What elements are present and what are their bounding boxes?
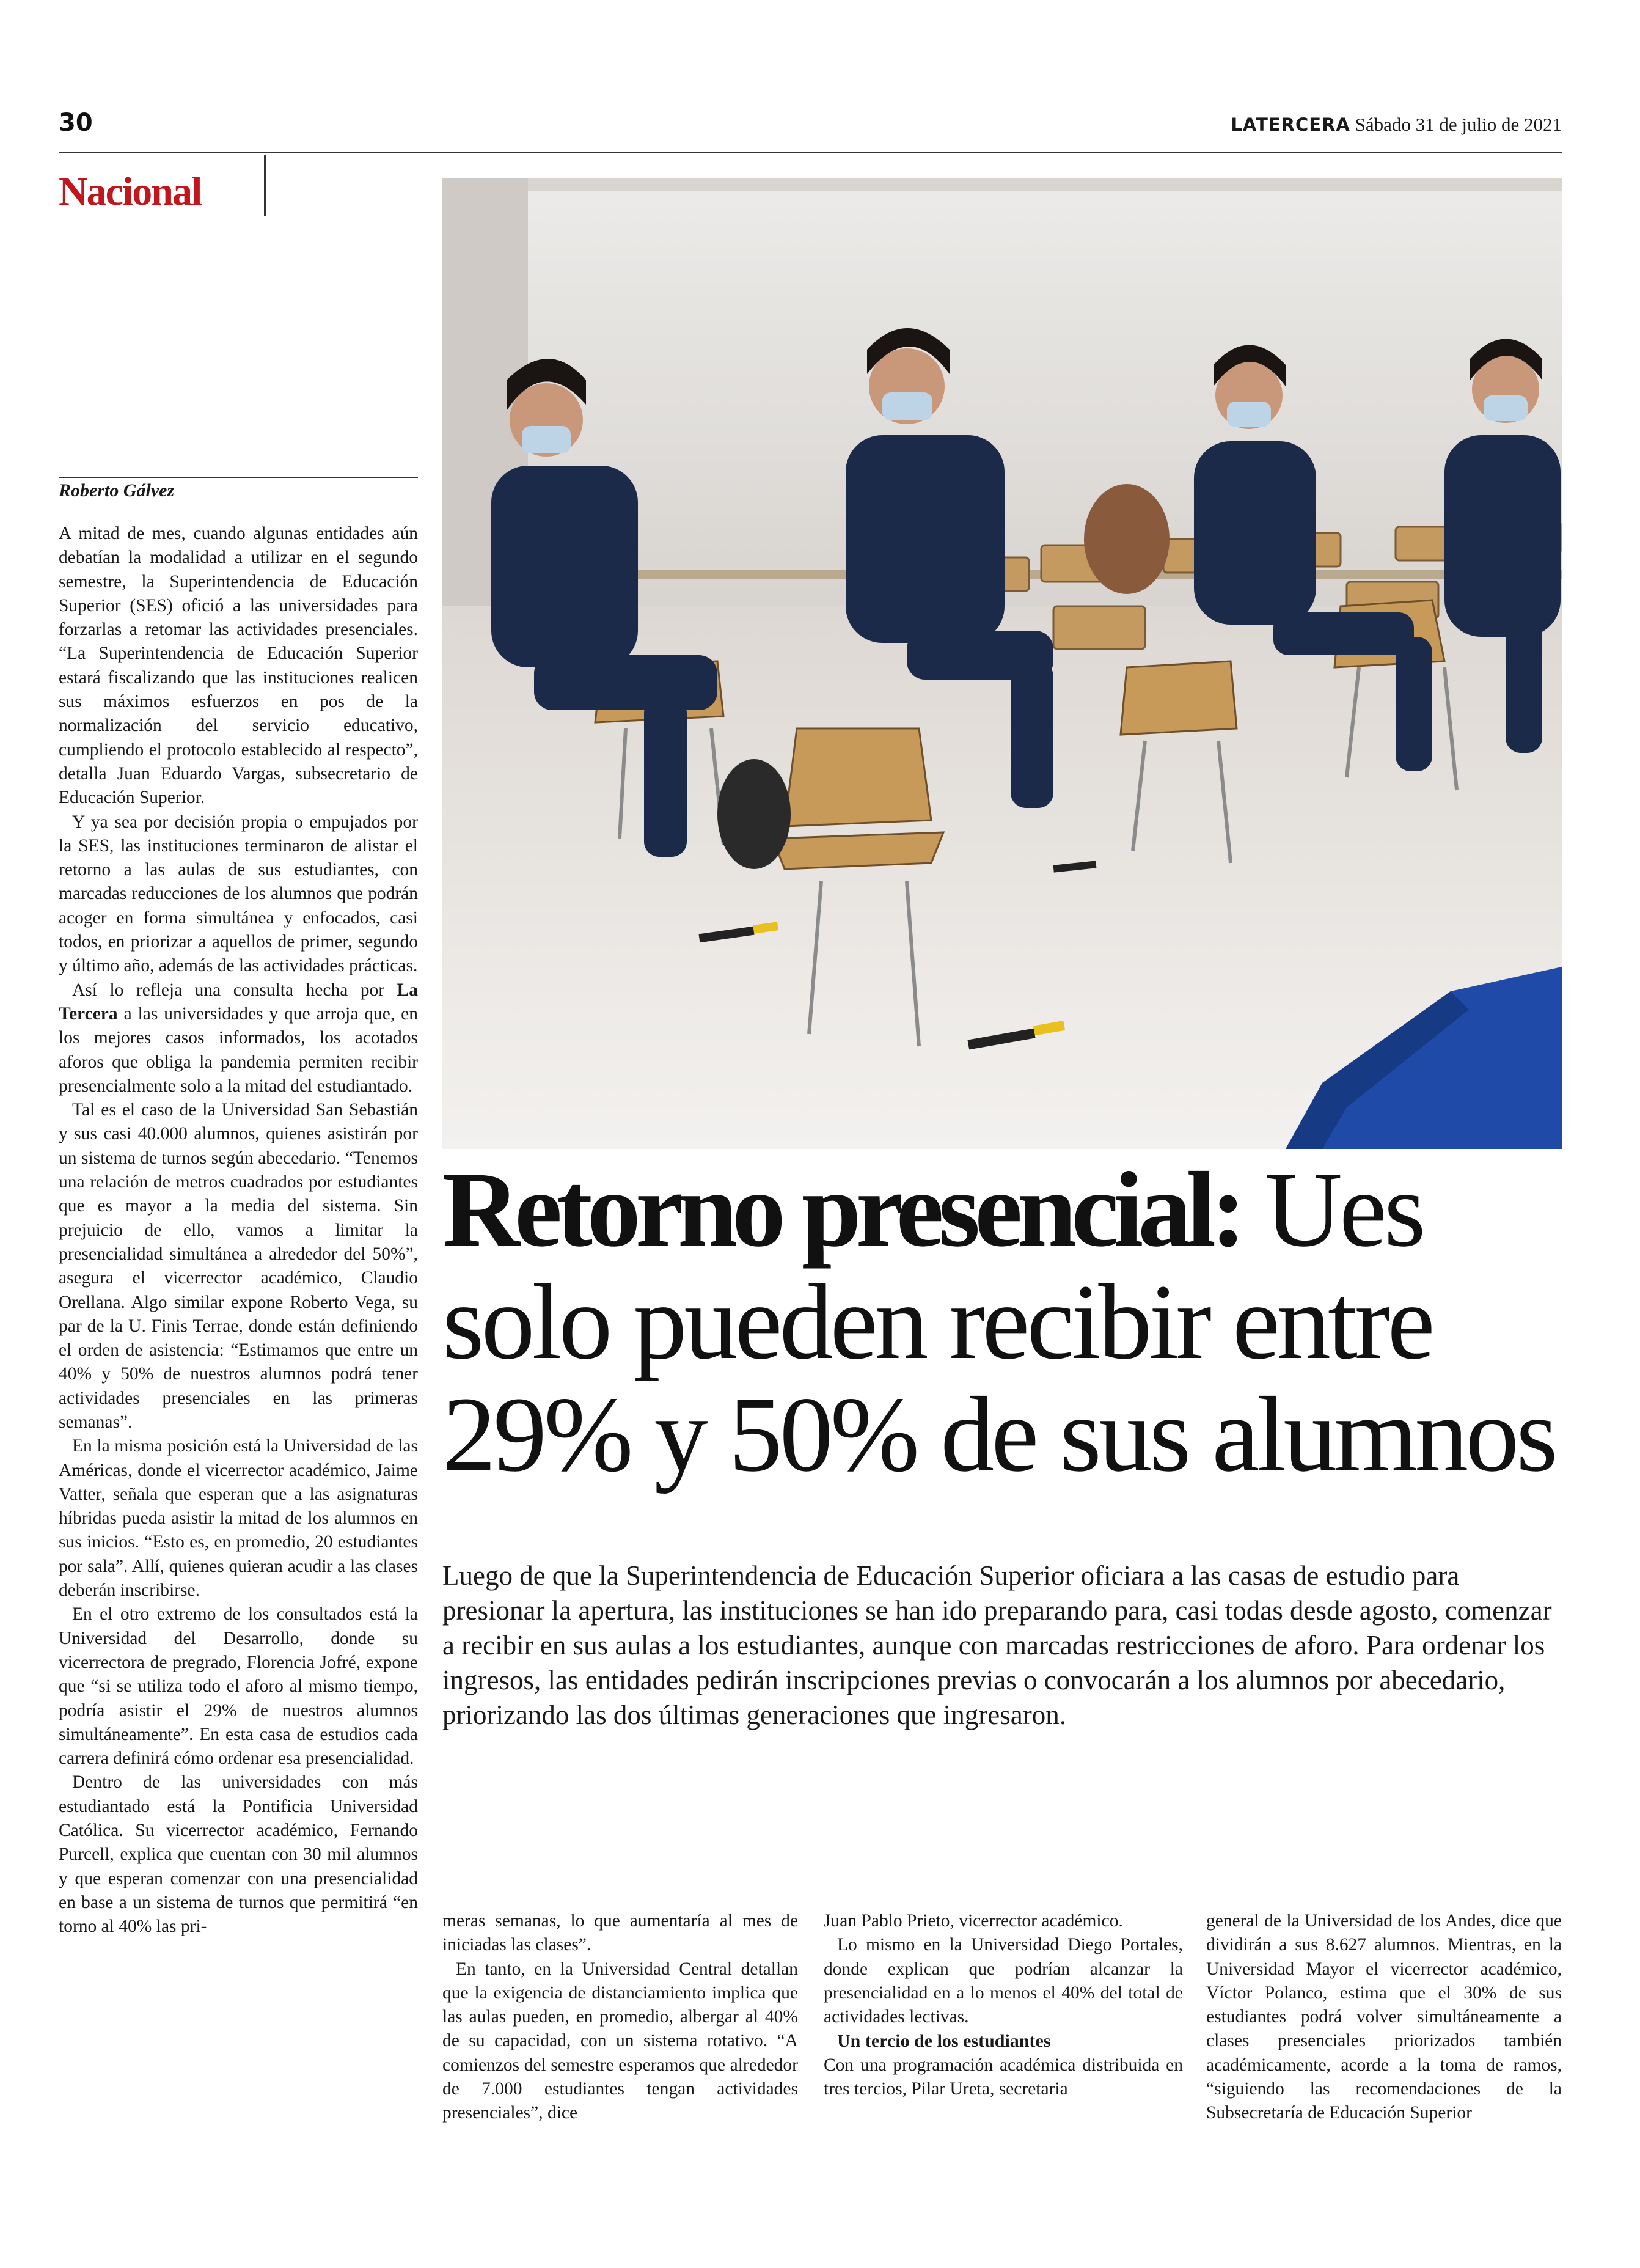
body-paragraph: general de la Universidad de los Andes, dice que dividirán a sus 8.627 alumnos. Mientras, en la Universidad Mayor el vicerrector académico, Víctor Polanco, estima que el 30% de sus estudiantes podrá volver simultáneamente a clases presenciales priorizados también académicamente, acorde a la toma de ramos, “siguiendo las recomendaciones de la Subsecretaría de Educación Superior: [1206, 1911, 1562, 2123]
body-paragraph: Tal es el caso de la Universidad San Sebastián y sus casi 40.000 alumnos, quienes asistirán por un sistema de turnos según abecedario. “Tenemos una relación de metros cuadrados por estudiantes que es mayor a la media del sistema. Sin prejuicio de ello, vamos a limitar la presencialidad simultánea a alrededor del 50%”, asegura el vicerrector académico, Claudio Orellana. Algo similar expone Roberto Vega, su par de la U. Finis Terrae, donde están definiendo el orden de asistencia: “Estimamos que entre un 40% y 50% de nuestros alumnos podrá tener actividades presenciales en las primeras semanas”.: [59, 1100, 418, 1432]
body-paragraph: Lo mismo en la Universidad Diego Portales, donde explican que podrían alcanzar la presencialidad en a lo menos el 40% del total de actividades lectivas.: [824, 1935, 1183, 2027]
byline: Roberto Gálvez: [59, 480, 175, 501]
body-text: Así lo refleja una consulta hecha por: [72, 980, 397, 1000]
body-paragraph: En tanto, en la Universidad Central detallan que la exigencia de distanciamiento implica que las aulas pueden, en promedio, albergar al 40% de su capacidad, con un sistema rotativo. “A comienzos del semestre esperamos que alrededor de 7.000 estudiantes tengan actividades presenciales”, dice: [442, 1959, 798, 2123]
classroom-illustration: [442, 178, 1562, 1149]
byline-rule: [59, 477, 418, 478]
body-paragraph: En el otro extremo de los consultados está la Universidad del Desarrollo, donde su vicerrectora de pregrado, Florencia Jofré, expone que “si se utiliza todo el aforo al mismo tiempo, podría asistir el 29% de nuestros alumnos simultáneamente”. En esta casa de estudios cada carrera definirá cómo ordenar esa presencialidad.: [59, 1604, 418, 1769]
body-paragraph: Juan Pablo Prieto, vicerrector académico.: [824, 1911, 1123, 1931]
body-column-3: [824, 1909, 1183, 2101]
page-number: 30: [59, 109, 93, 137]
body-paragraph: Y ya sea por decisión propia o empujados por la SES, las instituciones terminaron de alistar el retorno a las aulas de sus estudiantes, con marcadas reducciones de los alumnos que podrán acoger en forma simultánea y enfocados, casi todos, en priorizar a aquellos de primer, segundo y último año, además de las actividades prácticas.: [59, 812, 418, 976]
masthead: [1231, 114, 1562, 136]
subheading: Un tercio de los estudiantes: [837, 2031, 1051, 2052]
headline-light: Ues solo pueden recibir entre 29% y 50% de sus alumnos: [442, 1150, 1555, 1494]
section-label: Nacional: [59, 169, 202, 214]
body-paragraph: Dentro de las universidades con más estudiantado está la Pontificia Universidad Católica. Su vicerrector académico, Fernando Purcell, explica que cuentan con 30 mil alumnos y que esperan comenzar con una presencialidad en base a un sistema de turnos que permitirá “en torno al 40% las pri-: [59, 1772, 418, 1937]
deck: Luego de que la Superintendencia de Educación Superior oficiara a las casas de estudio para presionar la apertura, las instituciones se han ido preparando para, casi todas desde agosto, comenzar a recibir en sus aulas a los estudiantes, aunque con marcadas restricciones de aforo. Para ordenar los ingresos, las entidades pedirán inscripciones previas o convocarán a los alumnos por abecedario, priorizando las dos últimas generaciones que ingresaron.: [442, 1560, 1552, 1730]
masthead-date: Sábado 31 de julio de 2021: [1355, 114, 1562, 135]
body-paragraph: meras semanas, lo que aumentaría al mes de iniciadas las clases”.: [442, 1911, 798, 1955]
body-paragraph: A mitad de mes, cuando algunas entidades aún debatían la modalidad a utilizar en el segundo semestre, la Superintendencia de Educación Superior (SES) ofició a las universidades para forzarlas a retomar las actividades presenciales. “La Superintendencia de Educación Superior estará fiscalizando que las instituciones realicen sus máximos esfuerzos en pos de la normalización del servicio educativo, cumpliendo el protocolo establecido al respecto”, detalla Juan Eduardo Vargas, subsecretario de Educación Superior.: [59, 524, 418, 808]
body-column-1: [59, 522, 418, 1939]
body-column-2: [442, 1909, 798, 2126]
headline: [442, 1150, 1562, 1494]
body-column-4: [1206, 1909, 1562, 2126]
body-paragraph: [59, 978, 418, 1098]
headline-bold: Retorno presencial:: [442, 1150, 1241, 1269]
top-rule: [59, 152, 1562, 153]
body-text: a las universidades y que arroja que, en los mejores casos informados, los acotados aforos que obliga la pandemia permiten recibir presencialmente solo a la mitad del estudiantado.: [59, 1004, 418, 1096]
body-paragraph: Con una programación académica distribuida en tres tercios, Pilar Ureta, secretaria: [824, 2055, 1183, 2099]
newspaper-name: La Tercera: [59, 980, 418, 1024]
section-divider: [264, 155, 266, 216]
body-paragraph: En la misma posición está la Universidad de las Américas, donde el vicerrector académico, Jaime Vatter, señala que esperan que a las asignaturas híbridas pueda asistir la mitad de los alumnos en sus inicios. “Esto es, en promedio, 20 estudiantes por sala”. Allí, quienes quieran acudir a las clases deberán inscribirse.: [59, 1436, 418, 1601]
masthead-brand: LATERCERA: [1231, 114, 1350, 135]
article-photo: [442, 178, 1562, 1149]
